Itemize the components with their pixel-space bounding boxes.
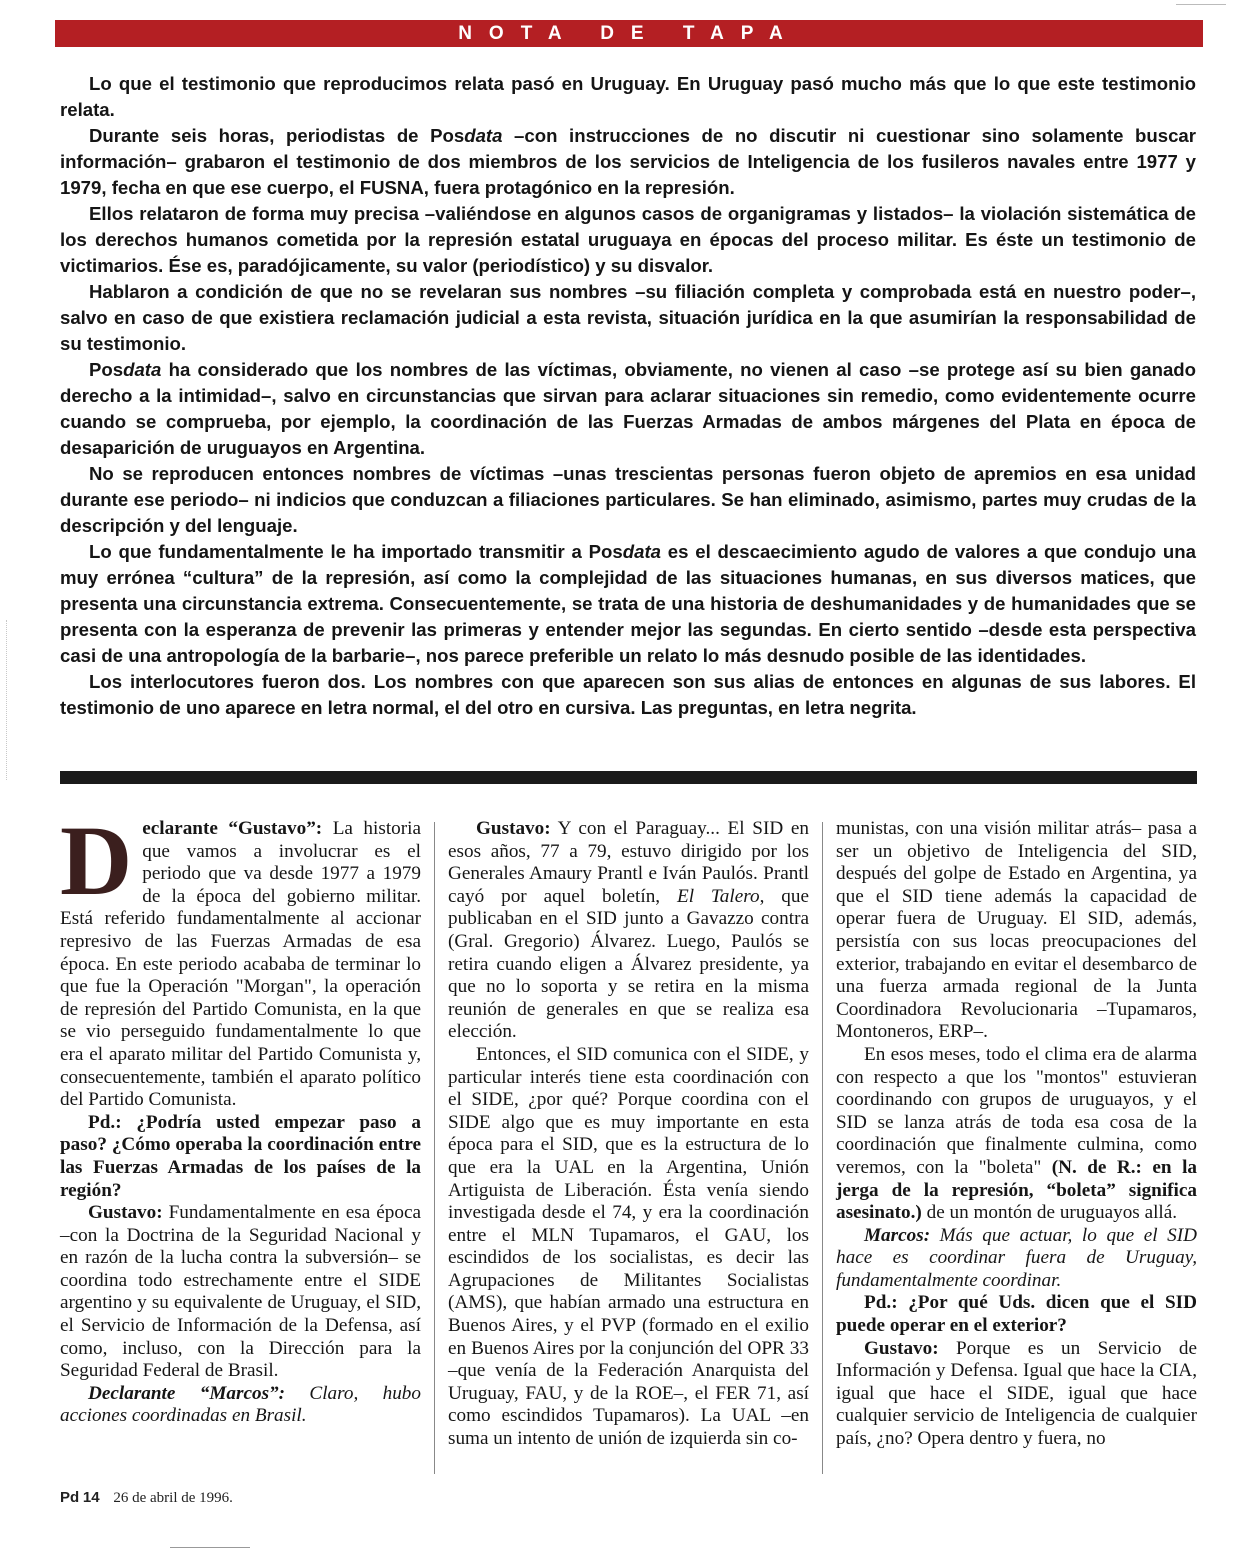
article-column-2 [448, 818, 809, 1478]
article-paragraph: munistas, con una visión militar atrás– pasa a ser un objetivo de Inteligencia del SID, después del golpe de Estado en Argentina, ya que el SID tiene además la capacidad de operar fuera de Uruguay. El SID, además, persistía con sus locas preocupaciones del exterior, trabajando en evitar el desembarco de una fuerza armada regional de la Junta Coordinadora Revolucionaria –Tupamaros, Montoneros, ERP–. [836, 818, 1197, 1043]
editor-note: (N. de R.: en la jerga de la represión, “boleta” significa asesinato.) [836, 1156, 1197, 1224]
section-divider [60, 771, 1197, 784]
article-paragraph: Gustavo: Y con el Paraguay... El SID en esos años, 77 a 79, estuvo dirigido por los Generales Amaury Prantl e Iván Paulós. Prantl cayó por aquel boletín, El Talero, que publicaban en el SID junto a Gavazzo contra (Gral. Gregorio) Álvarez. Luego, Paulós se retira cuando eligen a Álvarez presidente, ya que no lo soporta y se retira en la misma reunión de generales en que se realiza esa elección. [448, 818, 809, 1043]
question: Pd.: ¿Podría usted empezar paso a paso? ¿Cómo operaba la coordinación entre las Fuerzas Armadas de los países de la región? [60, 1111, 421, 1201]
intro-paragraph: Lo que fundamentalmente le ha importado transmitir a Posdata es el descaecimiento agudo de valores a que condujo una muy errónea “cultura” de la represión, así como la complejidad de las situaciones humanas, en sus diversos matices, que presenta una circunstancia extrema. Consecuentemente, se trata de una historia de deshumanidades y de humanidades que se presenta con la esperanza de prevenir las primeras y entender mejor las segundas. En cierto sentido –desde esta perspectiva casi de una antropología de la barbarie–, nos parece preferible un relato lo más desnudo posible de las identidades. [60, 541, 1196, 666]
question: Pd.: ¿Por qué Uds. dicen que el SID puede operar en el exterior? [836, 1292, 1197, 1337]
article-paragraph: Gustavo: Porque es un Servicio de Información y Defensa. Igual que hace la CIA, igual que hace el SIDE, igual que hace cualquier servicio de Inteligencia de cualquier país, ¿no? Opera dentro y fuera, no [836, 1337, 1197, 1450]
speaker-label: Gustavo: [476, 818, 551, 839]
article-paragraph: Marcos: Más que actuar, lo que el SID hace es coordinar fuera de Uruguay, fundamentalmente coordinar. [836, 1224, 1197, 1291]
publication-mark: Pd [60, 1489, 80, 1506]
article-paragraph: Entonces, el SID comunica con el SIDE, y particular interés tiene esta coordinación con el SIDE, ¿por qué? Porque coordina con el SIDE algo que es muy importante en esta época para el SID, que es la estructura de lo que era la UAL en la Argentina, Unión Artiguista de Liberación. Ésta venía siendo investigada desde el 74, y era la coordinación entre el MLN Tupamaros, el GAU, los escindidos de los socialistas, es decir las Agrupaciones de Militantes Socialistas (AMS), que habían armado una estructura en Buenos Aires, y el PVP (formado en el exilio en Buenos Aires por la conjunción del OPR 33 –que venía de la Federación Anarquista del Uruguay, FAU, y de la ROE–, el FER 71, así como escindidos Tupamaros). La UAL –en suma un intento de unión de izquierda sin co- [448, 1043, 809, 1450]
article-paragraph: Declarante “Marcos”: Claro, hubo acciones coordinadas en Brasil. [60, 1382, 421, 1427]
intro-paragraph: Lo que el testimonio que reproducimos relata pasó en Uruguay. En Uruguay pasó mucho más que lo que este testimonio relata. [60, 73, 1196, 120]
intro-paragraph: Durante seis horas, periodistas de Posdata –con instrucciones de no discutir ni cuestionar sino solamente buscar información– grabaron el testimonio de dos miembros de los servicios de Inteligencia de los fusileros navales entre 1977 y 1979, fecha en que ese cuerpo, el FUSNA, fuera protagónico en la represión. [60, 125, 1196, 198]
intro-block [60, 71, 1196, 721]
intro-paragraph: Los interlocutores fueron dos. Los nombres con que aparecen son sus alias de entonces en algunas de sus labores. El testimonio de uno aparece en letra normal, el del otro en cursiva. Las preguntas, en letra negrita. [60, 671, 1196, 718]
speaker-label: Marcos: [864, 1224, 931, 1246]
issue-date: 26 de abril de 1996. [113, 1490, 233, 1506]
section-header-label: NOTA DE TAPA [458, 23, 800, 44]
section-header [55, 20, 1203, 47]
intro-paragraph: No se reproducen entonces nombres de víctimas –unas trescientas personas fueron objeto de apremios en esa unidad durante ese periodo– ni indicios que conduzcan a filiaciones particulares. Se han eliminado, asimismo, partes muy crudas de la descripción y del lenguaje. [60, 463, 1196, 536]
intro-paragraph: Ellos relataron de forma muy precisa –valiéndose en algunos casos de organigramas y listados– la violación sistemática de los derechos humanos cometida por la represión estatal uruguaya en épocas del proceso militar. Es éste un testimonio de victimarios. Ése es, paradójicamente, su valor (periodístico) y su disvalor. [60, 203, 1196, 276]
intro-paragraph: Hablaron a condición de que no se revelaran sus nombres –su filiación completa y comprobada está en nuestro poder–, salvo en caso de que existiera reclamación judicial a esta revista, situación jurídica en la que asumirían la responsabilidad de su testimonio. [60, 281, 1196, 354]
page-footer [60, 1489, 233, 1507]
publication-title: El Talero [676, 885, 760, 907]
page-number: 14 [82, 1489, 100, 1506]
column-separator [434, 822, 435, 1474]
speaker-label: Gustavo: [88, 1202, 163, 1224]
column-separator [822, 822, 823, 1474]
article-column-3 [836, 818, 1197, 1478]
article-paragraph: Gustavo: Fundamentalmente en esa época –con la Doctrina de la Seguridad Nacional y en razón de la lucha contra la subversión– se coordina todo estrechamente entre el SIDE argentino y su equivalente de Uruguay, el SID, el Servicio de Información de la Defensa, así como, incluso, con la Dirección para la Seguridad Federal de Brasil. [60, 1202, 421, 1382]
margin-marks [6, 620, 16, 780]
dropcap: D [60, 805, 133, 916]
speaker-label: Declarante “Marcos”: [88, 1382, 286, 1404]
intro-paragraph: Posdata ha considerado que los nombres de las víctimas, obviamente, no vienen al caso –se protege así su bien ganado derecho a la intimidad–, salvo en circunstancias que sirvan para aclarar situaciones sin remedio, como evidentemente ocurre cuando se comprueba, por ejemplo, la coordinación de las Fuerzas Armadas de ambos márgenes del Plata en época de desaparición de uruguayos en Argentina. [60, 359, 1196, 458]
bottom-rule [170, 1547, 250, 1548]
article-column-1 [60, 805, 421, 1478]
corner-rule [1176, 4, 1226, 5]
speaker-label: eclarante “Gustavo”: [142, 818, 323, 839]
speaker-label: Gustavo: [864, 1337, 939, 1359]
article-paragraph: Declarante “Gustavo”: La historia que vamos a involucrar es el periodo que va desde 1977 a 1979 de la época del gobierno militar. Está referido fundamentalmente al accionar represivo de las Fuerzas Armadas de esa época. En este periodo acababa de terminar lo que fue la Operación "Morgan", la operación de represión del Partido Comunista, en la que se vio perseguido fundamentalmente lo que era el aparato militar del Partido Comunista y, consecuentemente, también el aparato político del Partido Comunista. [60, 805, 421, 1111]
article-paragraph: En esos meses, todo el clima era de alarma con respecto a que los "montos" estuvieran coordinando con grupos de uruguayos, y el SID se lanza atrás de toda esa cosa de la coordinación que finalmente culmina, como veremos, con la "boleta" (N. de R.: en la jerga de la represión, “boleta” significa asesinato.) de un montón de uruguayos allá. [836, 1043, 1197, 1224]
